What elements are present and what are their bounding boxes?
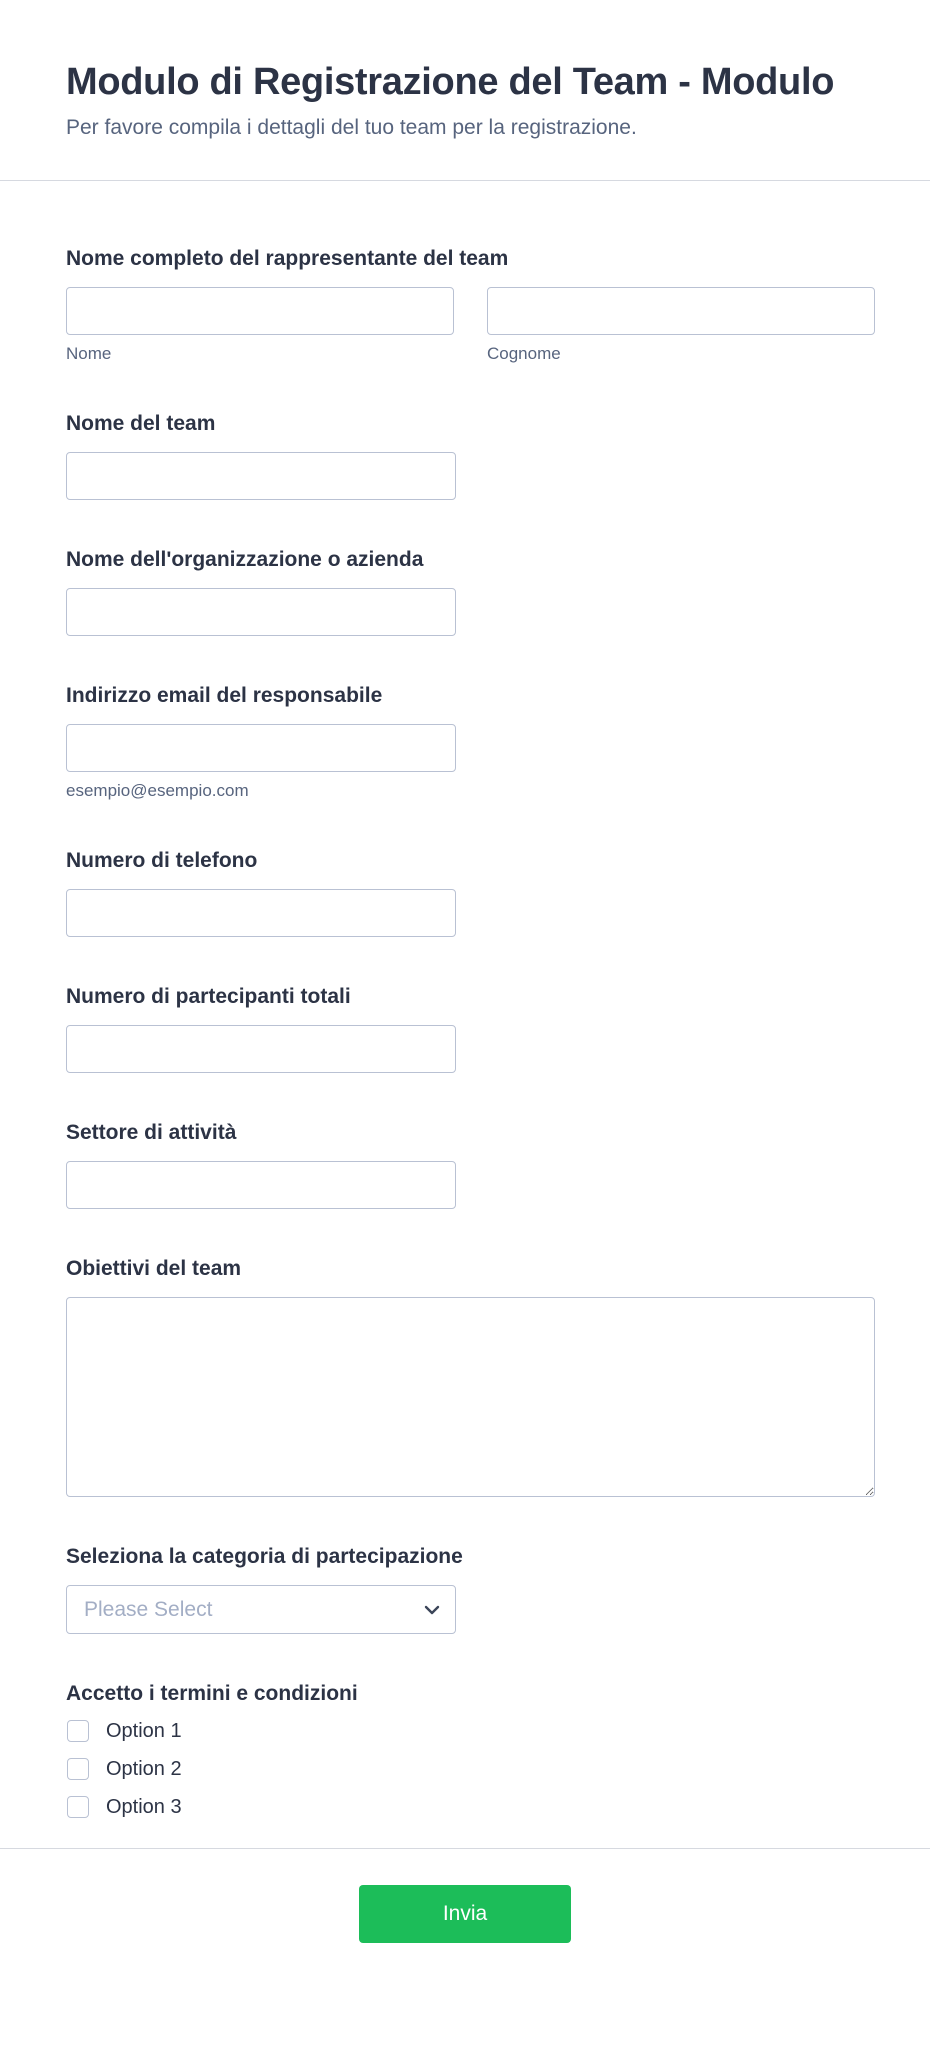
field-label: Numero di telefono (66, 849, 258, 872)
objectives-textarea[interactable] (66, 1297, 875, 1497)
email-input[interactable] (66, 724, 456, 772)
terms-checkbox-3[interactable] (67, 1796, 89, 1818)
form-subtitle: Per favore compila i dettagli del tuo team per la registrazione. (66, 116, 637, 139)
phone-input[interactable] (66, 889, 456, 937)
question-sector (66, 1119, 875, 1209)
last-name-sublabel: Cognome (487, 344, 561, 363)
question-terms (66, 1680, 875, 1822)
field-label: Numero di partecipanti totali (66, 985, 351, 1008)
terms-option-label: Option 3 (106, 1795, 182, 1818)
sector-input[interactable] (66, 1161, 456, 1209)
field-label: Obiettivi del team (66, 1257, 242, 1280)
terms-checkbox-2[interactable] (67, 1758, 89, 1780)
terms-option-row-3[interactable] (66, 1792, 875, 1822)
terms-option-row-1[interactable] (66, 1716, 875, 1746)
email-sublabel: esempio@esempio.com (66, 781, 249, 800)
first-name-sublabel: Nome (66, 344, 112, 363)
question-team-name (66, 410, 875, 500)
field-label: Nome dell'organizzazione o azienda (66, 548, 424, 571)
last-name-column (487, 287, 875, 364)
fullname-row (66, 287, 875, 364)
form-footer (0, 1849, 930, 1999)
field-label: Accetto i termini e condizioni (66, 1682, 358, 1705)
organization-input[interactable] (66, 588, 456, 636)
field-label: Settore di attività (66, 1121, 237, 1144)
form-header (0, 0, 930, 143)
form-title: Modulo di Registrazione del Team - Modulo (66, 61, 835, 103)
field-label: Seleziona la categoria di partecipazione (66, 1545, 463, 1568)
first-name-column (66, 287, 454, 364)
team-name-input[interactable] (66, 452, 456, 500)
field-label: Indirizzo email del responsabile (66, 684, 383, 707)
terms-option-label: Option 1 (106, 1719, 182, 1742)
question-fullname (66, 245, 875, 364)
question-category (66, 1543, 875, 1634)
submit-button[interactable]: Invia (359, 1885, 571, 1943)
field-label: Nome completo del rappresentante del team (66, 247, 509, 270)
question-email (66, 682, 875, 801)
participants-input[interactable] (66, 1025, 456, 1073)
question-phone (66, 847, 875, 937)
question-participants (66, 983, 875, 1073)
terms-option-label: Option 2 (106, 1757, 182, 1780)
last-name-input[interactable] (487, 287, 875, 335)
question-list (0, 181, 930, 1822)
terms-option-row-2[interactable] (66, 1754, 875, 1784)
category-select-wrap (66, 1585, 456, 1634)
category-select[interactable] (66, 1585, 456, 1634)
first-name-input[interactable] (66, 287, 454, 335)
field-label: Nome del team (66, 412, 216, 435)
question-objectives (66, 1255, 875, 1497)
question-organization (66, 546, 875, 636)
terms-checkbox-1[interactable] (67, 1720, 89, 1742)
